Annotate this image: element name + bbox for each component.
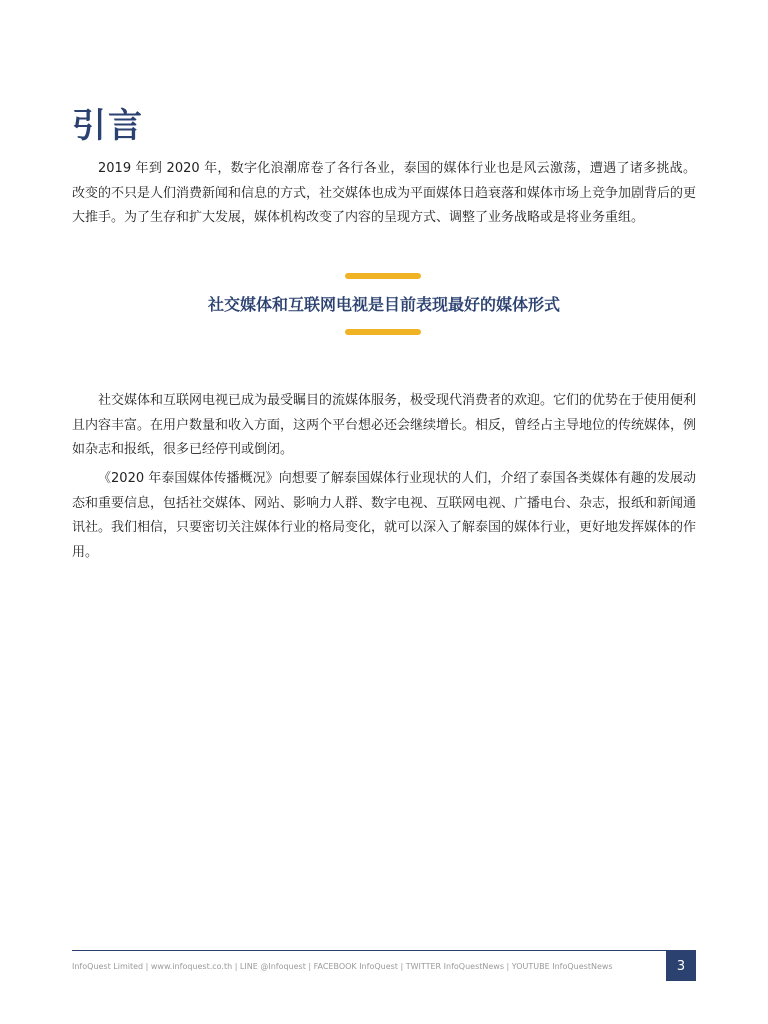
page-number: 3: [676, 958, 686, 974]
footer-contact-links: InfoQuest Limited | www.infoquest.co.th | LINE @Infoquest | FACEBOOK InfoQuest | TWITTER InfoQuestNews | YOUTUBE InfoQuestNews: [72, 962, 613, 971]
intro-paragraph: 2019 年到 2020 年，数字化浪潮席卷了各行各业，泰国的媒体行业也是风云激荡，遭遇了诸多挑战。改变的不只是人们消费新闻和信息的方式，社交媒体也成为平面媒体日趋衰落和媒体市场上竞争加剧背后的更大推手。为了生存和扩大发展，媒体机构改变了内容的呈现方式、调整了业务战略或是将业务重组。: [72, 161, 697, 225]
accent-bar-top: [345, 273, 421, 279]
accent-bar-bottom: [345, 329, 421, 335]
body-paragraph-report: 《2020 年泰国媒体传播概况》向想要了解泰国媒体行业现状的人们，介绍了泰国各类媒体有趣的发展动态和重要信息，包括社交媒体、网站、影响力人群、数字电视、互联网电视、广播电台、杂志，报纸和新闻通讯社。我们相信，只要密切关注媒体行业的格局变化，就可以深入了解泰国的媒体行业，更好地发挥媒体的作用。: [72, 471, 697, 560]
page-heading: 引言: [72, 106, 144, 146]
body-paragraph-streaming: 社交媒体和互联网电视已成为最受瞩目的流媒体服务，极受现代消费者的欢迎。它们的优势在于使用便利且内容丰富。在用户数量和收入方面，这两个平台想必还会继续增长。相反，曾经占主导地位的传统媒体，例如杂志和报纸，很多已经停刊或倒闭。: [72, 393, 697, 457]
page-number-badge: [666, 951, 696, 981]
footer-divider: [72, 950, 696, 951]
section-subheading: 社交媒体和互联网电视是目前表现最好的媒体形式: [207, 295, 560, 314]
